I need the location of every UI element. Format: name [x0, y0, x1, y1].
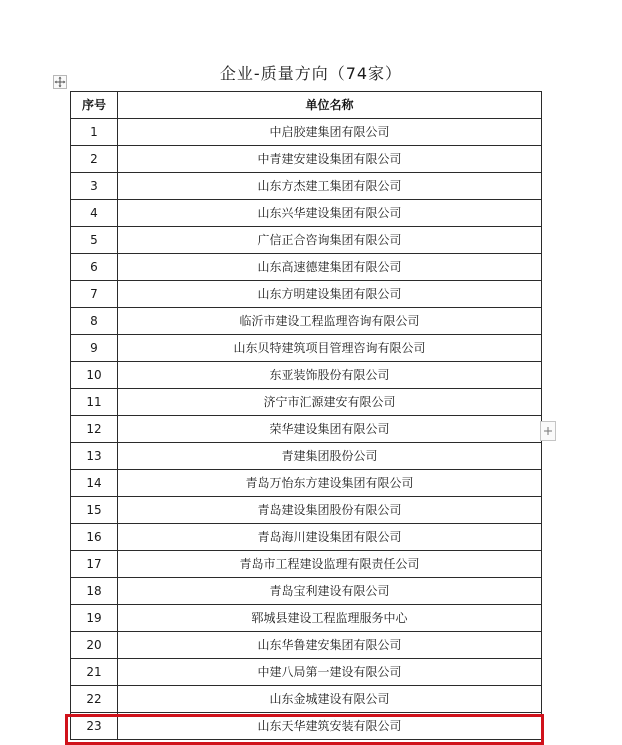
row-name-cell: 中青建安建设集团有限公司	[118, 146, 542, 173]
table-row	[71, 200, 542, 227]
row-name-cell: 山东华鲁建安集团有限公司	[118, 632, 542, 659]
table-row	[71, 713, 542, 740]
table-row	[71, 146, 542, 173]
row-index-cell: 1	[71, 119, 118, 146]
table-row	[71, 254, 542, 281]
row-name-cell: 中建八局第一建设有限公司	[118, 659, 542, 686]
table-move-handle[interactable]	[53, 75, 67, 89]
table-row	[71, 443, 542, 470]
row-index-cell: 16	[71, 524, 118, 551]
row-name-cell: 东亚装饰股份有限公司	[118, 362, 542, 389]
table-row	[71, 605, 542, 632]
table-row	[71, 497, 542, 524]
row-index-cell: 5	[71, 227, 118, 254]
row-name-cell: 青岛万怡东方建设集团有限公司	[118, 470, 542, 497]
row-index-cell: 19	[71, 605, 118, 632]
row-name-cell: 青岛海川建设集团有限公司	[118, 524, 542, 551]
row-index-cell: 20	[71, 632, 118, 659]
table-row	[71, 119, 542, 146]
table-row	[71, 281, 542, 308]
table-row	[71, 686, 542, 713]
row-index-cell: 23	[71, 713, 118, 740]
row-name-cell: 临沂市建设工程监理咨询有限公司	[118, 308, 542, 335]
table-row	[71, 470, 542, 497]
row-name-cell: 青岛宝利建设有限公司	[118, 578, 542, 605]
row-name-cell: 山东方杰建工集团有限公司	[118, 173, 542, 200]
row-index-cell: 3	[71, 173, 118, 200]
row-name-cell: 中启胶建集团有限公司	[118, 119, 542, 146]
row-name-cell: 青岛市工程建设监理有限责任公司	[118, 551, 542, 578]
row-index-cell: 6	[71, 254, 118, 281]
row-name-cell: 山东天华建筑安装有限公司	[118, 713, 542, 740]
table-row	[71, 335, 542, 362]
row-index-cell: 11	[71, 389, 118, 416]
row-name-cell: 青建集团股份公司	[118, 443, 542, 470]
table-row	[71, 389, 542, 416]
table-row	[71, 362, 542, 389]
row-name-cell: 山东金城建设有限公司	[118, 686, 542, 713]
row-index-cell: 14	[71, 470, 118, 497]
row-name-cell: 荣华建设集团有限公司	[118, 416, 542, 443]
page-title: 企业-质量方向（74家）	[219, 64, 403, 83]
row-index-cell: 7	[71, 281, 118, 308]
move-arrows-icon	[54, 76, 66, 88]
row-index-cell: 21	[71, 659, 118, 686]
row-name-cell: 山东高速德建集团有限公司	[118, 254, 542, 281]
header-name: 单位名称	[118, 92, 542, 119]
table-row	[71, 659, 542, 686]
row-index-cell: 9	[71, 335, 118, 362]
table-header-row	[71, 92, 542, 119]
table-row	[71, 632, 542, 659]
table-row	[71, 578, 542, 605]
row-index-cell: 18	[71, 578, 118, 605]
table-body	[71, 119, 542, 740]
table-row	[71, 416, 542, 443]
row-name-cell: 郓城县建设工程监理服务中心	[118, 605, 542, 632]
enterprise-table	[70, 91, 542, 740]
row-index-cell: 4	[71, 200, 118, 227]
row-name-cell: 济宁市汇源建安有限公司	[118, 389, 542, 416]
row-index-cell: 22	[71, 686, 118, 713]
plus-icon	[541, 422, 555, 440]
row-index-cell: 2	[71, 146, 118, 173]
table-row	[71, 308, 542, 335]
row-name-cell: 广信正合咨询集团有限公司	[118, 227, 542, 254]
table-row	[71, 551, 542, 578]
row-name-cell: 山东贝特建筑项目管理咨询有限公司	[118, 335, 542, 362]
row-index-cell: 8	[71, 308, 118, 335]
table-row	[71, 173, 542, 200]
row-name-cell: 山东方明建设集团有限公司	[118, 281, 542, 308]
row-name-cell: 山东兴华建设集团有限公司	[118, 200, 542, 227]
header-index: 序号	[71, 92, 118, 119]
row-index-cell: 12	[71, 416, 118, 443]
row-index-cell: 10	[71, 362, 118, 389]
table-row	[71, 524, 542, 551]
row-name-cell: 青岛建设集团股份有限公司	[118, 497, 542, 524]
row-index-cell: 17	[71, 551, 118, 578]
table-row	[71, 227, 542, 254]
add-row-button[interactable]	[540, 421, 556, 441]
row-index-cell: 15	[71, 497, 118, 524]
row-index-cell: 13	[71, 443, 118, 470]
